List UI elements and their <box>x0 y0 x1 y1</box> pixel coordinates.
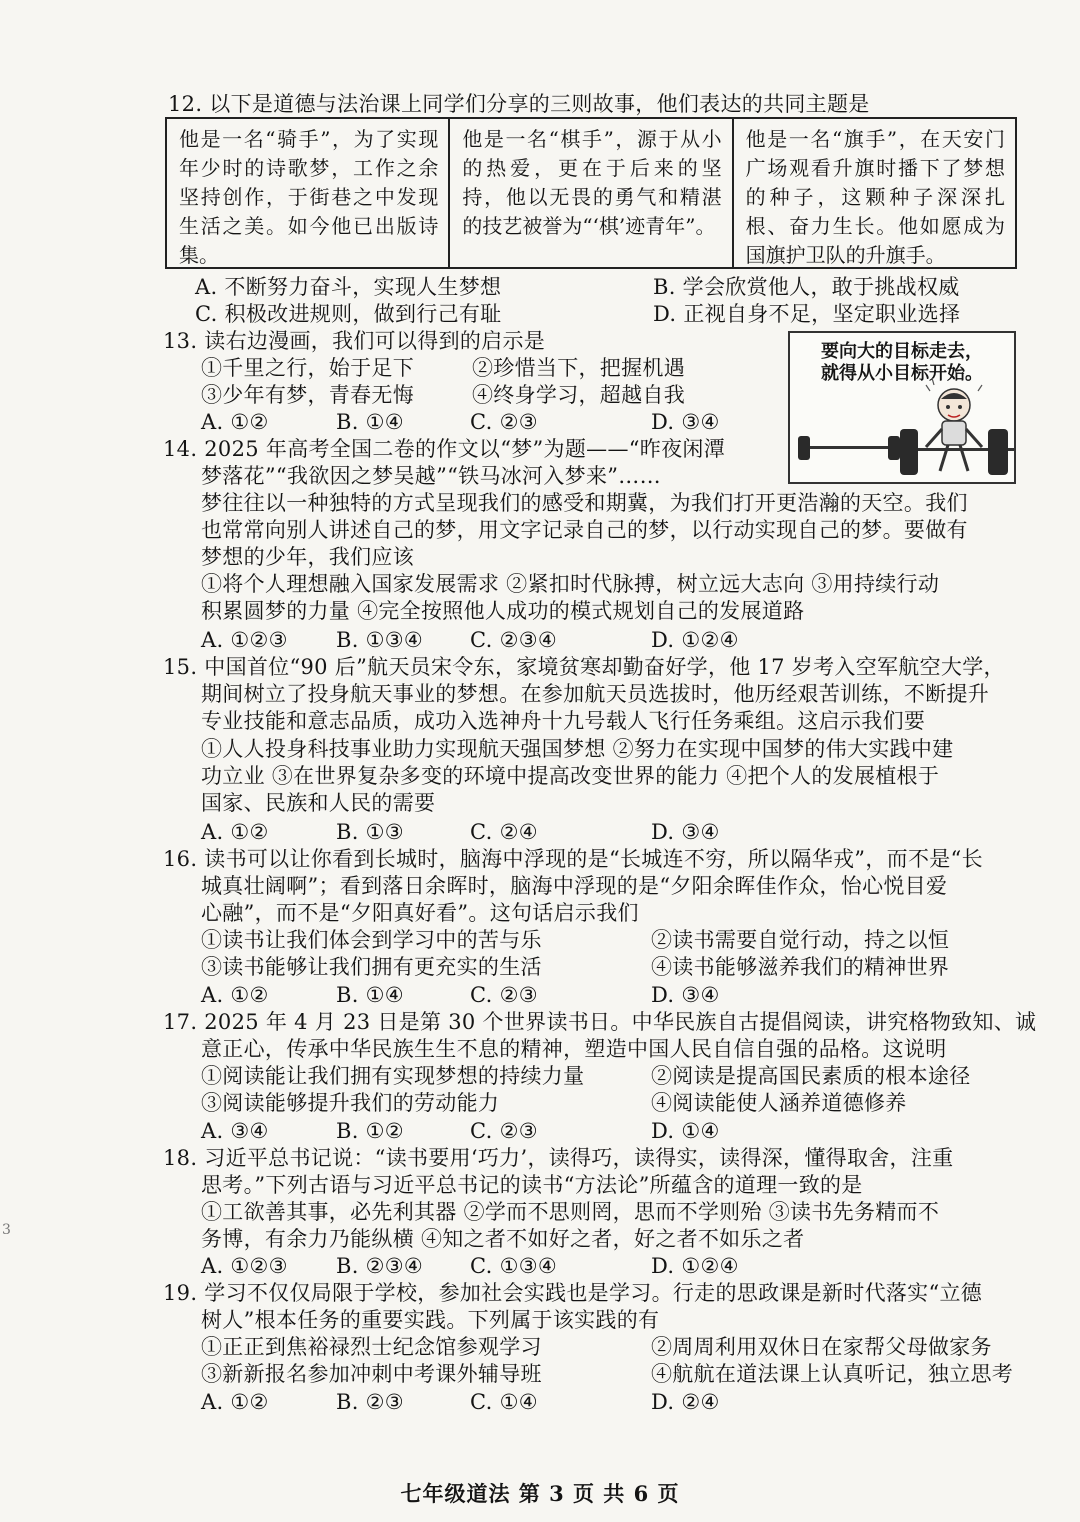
q18-option-d: D. ①②④ <box>651 1254 739 1278</box>
q16-item-2: ②读书需要自觉行动，持之以恒 <box>651 928 950 952</box>
q17-option-a: A. ③④ <box>201 1119 269 1143</box>
q12-stem: 12. 以下是道德与法治课上同学们分享的三则故事，他们表达的共同主题是 <box>168 92 870 116</box>
q15-line-4: ①人人投身科技事业助力实现航天强国梦想 ②努力在实现中国梦的伟大实践中建 <box>201 737 954 761</box>
q14-line-6: ①将个人理想融入国家发展需求 ②紧扣时代脉搏，树立远大志向 ③用持续行动 <box>201 572 940 596</box>
q17-line-2: 意正心，传承中华民族生生不息的精神，塑造中国人民自信自强的品格。这说明 <box>201 1037 947 1061</box>
q13-item-4: ④终身学习，超越自我 <box>472 383 685 407</box>
q15-line-1: 15. 中国首位“90 后”航天员宋令东，家境贫寒却勤奋好学，他 17 岁考入空军航空大学， <box>163 655 1005 679</box>
q17-line-1: 17. 2025 年 4 月 23 日是第 30 个世界读书日。中华民族自古提倡阅读，讲究格物致知、诚 <box>163 1010 1037 1034</box>
q15-line-5: 功立业 ③在世界复杂多变的环境中提高改变世界的能力 ④把个人的发展植根于 <box>201 764 940 788</box>
q13-stem: 13. 读右边漫画，我们可以得到的启示是 <box>163 329 546 353</box>
q14-line-2: 梦落花”“我欲因之梦吴越”“铁马冰河入梦来”…… <box>201 464 661 488</box>
q18-line-1: 18. 习近平总书记说：“读书要用‘巧力’，读得巧，读得实，读得深，懂得取舍，注重 <box>163 1146 954 1170</box>
q13-option-b: B. ①④ <box>336 410 404 434</box>
q13-comic <box>788 331 1016 484</box>
q18-line-4: 务博，有余力乃能纵横 ④知之者不如好之者，好之者不如乐之者 <box>201 1227 805 1251</box>
comic-caption-line-2: 就得从小目标开始。 <box>821 363 983 384</box>
q15-line-6: 国家、民族和人民的需要 <box>201 791 436 815</box>
barbell-cartoon-illustration <box>790 333 1016 484</box>
q13-option-a: A. ①② <box>201 410 269 434</box>
q16-option-b: B. ①④ <box>336 983 404 1007</box>
comic-caption-line-1: 要向大的目标走去， <box>821 341 983 362</box>
q13-option-c: C. ②③ <box>470 410 538 434</box>
q18-option-c: C. ①③④ <box>470 1254 557 1278</box>
q12-option-d: D. 正视自身不足，坚定职业选择 <box>653 302 961 326</box>
q16-item-3: ③读书能够让我们拥有更充实的生活 <box>201 955 542 979</box>
q12-option-c: C. 积极改进规则，做到行己有耻 <box>195 302 502 326</box>
q14-line-5: 梦想的少年，我们应该 <box>201 545 414 569</box>
q17-option-c: C. ②③ <box>470 1119 538 1143</box>
page-footer: 七年级道法 第 3 页 共 6 页 <box>400 1481 680 1506</box>
q18-line-2: 思考。”下列古语与习近平总书记的读书“方法论”所蕴含的道理一致的是 <box>201 1173 863 1197</box>
q14-option-d: D. ①②④ <box>651 628 739 652</box>
q13-item-2: ②珍惜当下，把握机遇 <box>472 356 685 380</box>
q14-option-a: A. ①②③ <box>201 628 288 652</box>
q19-option-d: D. ②④ <box>651 1390 720 1414</box>
q18-line-3: ①工欲善其事，必先利其器 ②学而不思则罔，思而不学则殆 ③读书先务精而不 <box>201 1200 940 1224</box>
q14-option-b: B. ①③④ <box>336 628 424 652</box>
q16-option-c: C. ②③ <box>470 983 538 1007</box>
q16-item-1: ①读书让我们体会到学习中的苦与乐 <box>201 928 542 952</box>
q18-option-a: A. ①②③ <box>201 1254 288 1278</box>
q15-option-c: C. ②④ <box>470 820 538 844</box>
q15-option-d: D. ③④ <box>651 820 720 844</box>
q19-line-2: 树人”根本任务的重要实践。下列属于该实践的有 <box>201 1308 660 1332</box>
q18-option-b: B. ②③④ <box>336 1254 424 1278</box>
q16-line-1: 16. 读书可以让你看到长城时，脑海中浮现的是“长城连不穷，所以隔华戎”，而不是“长 <box>163 847 983 871</box>
q19-option-c: C. ①④ <box>470 1390 538 1414</box>
q17-item-4: ④阅读能使人涵养道德修养 <box>651 1091 907 1115</box>
q14-line-3: 梦往往以一种独特的方式呈现我们的感受和期冀，为我们打开更浩瀚的天空。我们 <box>201 491 968 515</box>
q12-story-flag: 他是一名“旗手”，在天安门广场观看升旗时播下了梦想的种子，这颗种子深深扎根、奋力生长。他如愿成为国旗护卫队的升旗手。 <box>745 127 1005 267</box>
q12-option-a: A. 不断努力奋斗，实现人生梦想 <box>195 275 502 299</box>
q16-option-d: D. ③④ <box>651 983 720 1007</box>
q17-item-1: ①阅读能让我们拥有实现梦想的持续力量 <box>201 1064 585 1088</box>
q19-item-3: ③新新报名参加冲刺中考课外辅导班 <box>201 1362 542 1386</box>
q19-item-2: ②周周利用双休日在家帮父母做家务 <box>651 1335 992 1359</box>
q15-option-a: A. ①② <box>201 820 269 844</box>
q12-story-chess: 他是一名“棋手”，源于从小的热爱，更在于后来的坚持，他以无畏的勇气和精湛的技艺被誉为“‘棋’迹青年”。 <box>450 119 733 267</box>
q13-item-3: ③少年有梦，青春无悔 <box>201 383 414 407</box>
q16-option-a: A. ①② <box>201 983 269 1007</box>
q19-option-a: A. ①② <box>201 1390 269 1414</box>
q12-story-rider: 他是一名“骑手”，为了实现年少时的诗歌梦，工作之余坚持创作，于街巷之中发现生活之美。如今他已出版诗集。 <box>167 119 450 267</box>
q14-line-7: 积累圆梦的力量 ④完全按照他人成功的模式规划自己的发展道路 <box>201 599 805 623</box>
q16-item-4: ④读书能够滋养我们的精神世界 <box>651 955 950 979</box>
q17-item-2: ②阅读是提高国民素质的根本途径 <box>651 1064 971 1088</box>
q14-option-c: C. ②③④ <box>470 628 557 652</box>
margin-mark: 3 <box>2 1222 11 1238</box>
q12-option-b: B. 学会欣赏他人，敢于挑战权威 <box>653 275 960 299</box>
q17-option-d: D. ①④ <box>651 1119 720 1143</box>
q17-item-3: ③阅读能够提升我们的劳动能力 <box>201 1091 500 1115</box>
q12-story-table <box>165 117 1017 269</box>
q15-line-2: 期间树立了投身航天事业的梦想。在参加航天员选拔时，他历经艰苦训练，不断提升 <box>201 682 990 706</box>
q13-item-1: ①千里之行，始于足下 <box>201 356 414 380</box>
q16-line-2: 城真壮阔啊”；看到落日余晖时，脑海中浮现的是“夕阳余晖佳作众，怡心悦目爱 <box>201 874 948 898</box>
q17-option-b: B. ①② <box>336 1119 404 1143</box>
q19-option-b: B. ②③ <box>336 1390 404 1414</box>
q14-line-4: 也常常向别人讲述自己的梦，用文字记录自己的梦，以行动实现自己的梦。要做有 <box>201 518 968 542</box>
q13-option-d: D. ③④ <box>651 410 720 434</box>
q19-item-4: ④航航在道法课上认真听记，独立思考 <box>651 1362 1014 1386</box>
q14-line-1: 14. 2025 年高考全国二卷的作文以“梦”为题——“昨夜闲潭 <box>163 437 725 461</box>
q15-option-b: B. ①③ <box>336 820 404 844</box>
q19-item-1: ①正正到焦裕禄烈士纪念馆参观学习 <box>201 1335 542 1359</box>
q16-line-3: 心融”，而不是“夕阳真好看”。这句话启示我们 <box>201 901 639 925</box>
q15-line-3: 专业技能和意志品质，成功入选神舟十九号载人飞行任务乘组。这启示我们要 <box>201 709 926 733</box>
q19-line-1: 19. 学习不仅仅局限于学校，参加社会实践也是学习。行走的思政课是新时代落实“立德 <box>163 1281 983 1305</box>
